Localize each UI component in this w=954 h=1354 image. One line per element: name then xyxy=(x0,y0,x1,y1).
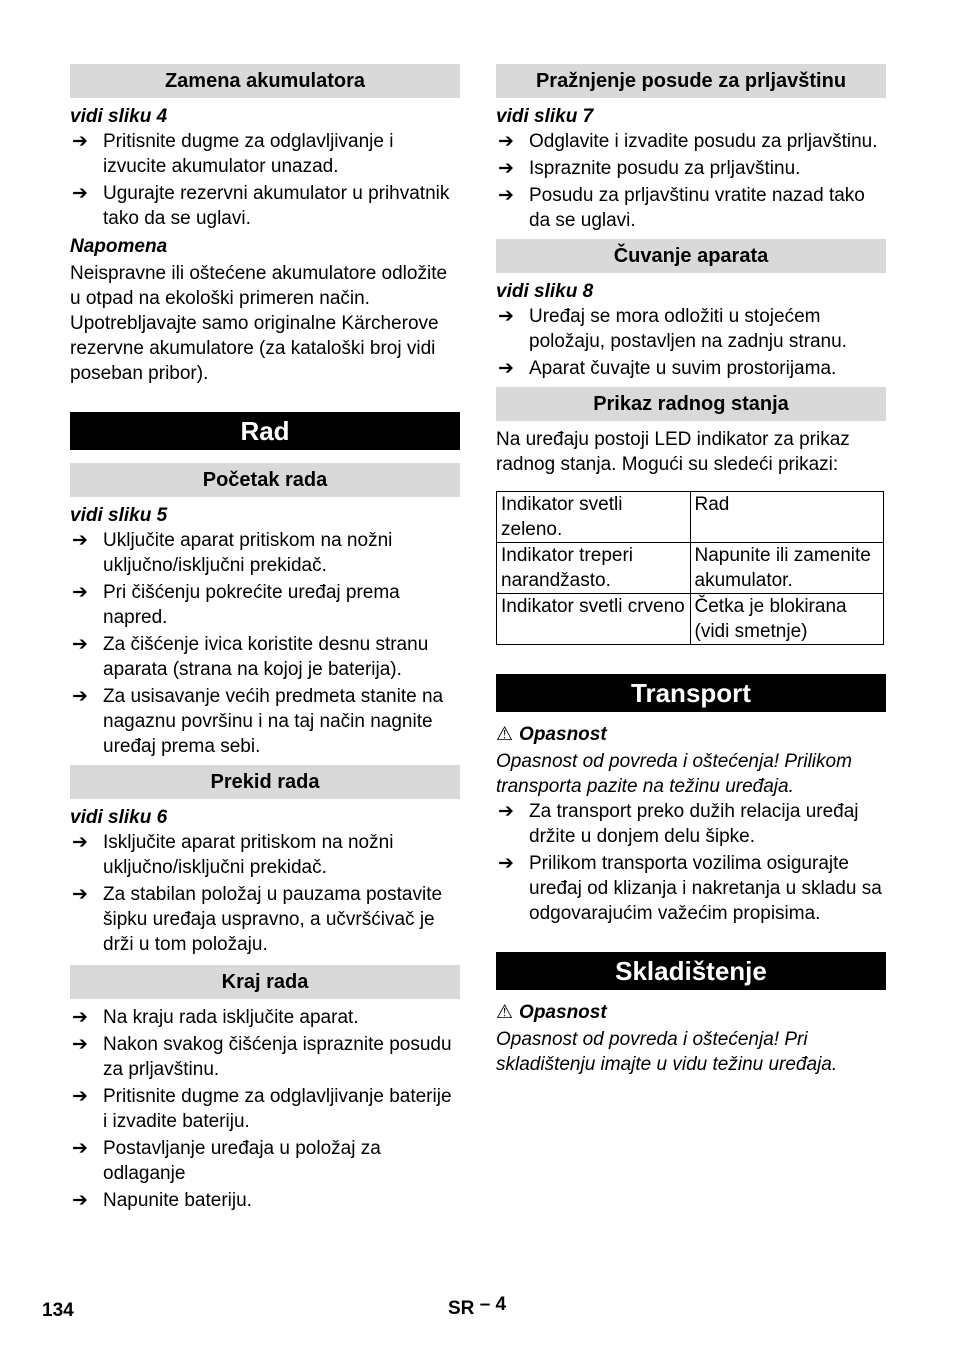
figure-reference: vidi sliku 4 xyxy=(70,106,168,127)
arrow-right-icon: ➔ xyxy=(72,131,88,152)
table-cell: Četka je blokirana (vidi smetnje) xyxy=(690,594,884,645)
table-cell: Indikator treperi narandžasto. xyxy=(497,543,691,594)
list-item xyxy=(70,580,460,630)
section-heading-end-operation: Kraj rada xyxy=(70,965,460,999)
list-item xyxy=(70,528,460,578)
figure-reference: vidi sliku 6 xyxy=(70,807,168,828)
step-text: Pritisnite dugme za odglavljivanje i izvucite akumulator unazad. xyxy=(103,131,394,177)
step-list xyxy=(496,799,886,926)
step-list xyxy=(70,830,460,957)
warning-title xyxy=(496,1000,886,1025)
list-item xyxy=(496,851,886,926)
list-item xyxy=(70,830,460,880)
arrow-right-icon: ➔ xyxy=(72,1007,88,1028)
language-page-number: – 4 xyxy=(479,1294,507,1315)
list-item xyxy=(496,156,886,181)
step-list xyxy=(70,528,460,759)
arrow-right-icon: ➔ xyxy=(72,832,88,853)
warning-triangle-icon: ⚠ xyxy=(496,724,514,745)
note-text: Neispravne ili oštećene akumulatore odložite u otpad na ekološki primeren način. Upotrebljavajte samo originalne Kärcherove rezervne akumulatore (za kataloški broj vidi poseban pribor). xyxy=(70,263,448,384)
step-list xyxy=(496,304,886,381)
step-list xyxy=(70,129,460,231)
arrow-right-icon: ➔ xyxy=(498,853,514,874)
arrow-right-icon: ➔ xyxy=(498,185,514,206)
table-row xyxy=(497,492,884,543)
warning-label: Opasnost xyxy=(519,724,607,745)
step-text: Nakon svakog čišćenja ispraznite posudu za prljavštinu. xyxy=(103,1034,452,1080)
list-item xyxy=(496,183,886,233)
step-text: Pri čišćenju pokrećite uređaj prema napred. xyxy=(103,582,400,628)
arrow-right-icon: ➔ xyxy=(72,1086,88,1107)
step-text: Za usisavanje većih predmeta stanite na nagaznu površinu i na taj način nagnite uređaj prema sebi. xyxy=(103,686,444,757)
table-cell: Indikator svetli zeleno. xyxy=(497,492,691,543)
list-item xyxy=(496,304,886,354)
arrow-right-icon: ➔ xyxy=(72,582,88,603)
step-text: Posudu za prljavštinu vratite nazad tako da se uglavi. xyxy=(529,185,865,231)
section-heading-interrupt-operation: Prekid rada xyxy=(70,765,460,799)
table-row xyxy=(497,543,884,594)
list-item xyxy=(70,1005,460,1030)
step-text: Ispraznite posudu za prljavštinu. xyxy=(529,158,801,179)
list-item xyxy=(70,1084,460,1134)
page-number: 134 xyxy=(42,1300,74,1321)
list-item xyxy=(496,799,886,849)
step-text: Uređaj se mora odložiti u stojećem položaju, postavljen na zadnju stranu. xyxy=(529,306,847,352)
arrow-right-icon: ➔ xyxy=(498,158,514,179)
step-text: Za stabilan položaj u pauzama postavite šipku uređaja uspravno, a učvršćivač je drži u tom položaju. xyxy=(103,884,443,955)
arrow-right-icon: ➔ xyxy=(72,530,88,551)
table-cell: Indikator svetli crveno xyxy=(497,594,691,645)
note-title: Napomena xyxy=(70,236,168,257)
list-item xyxy=(70,1136,460,1186)
step-text: Za čišćenje ivica koristite desnu stranu aparata (strana na kojoj je baterija). xyxy=(103,634,429,680)
arrow-right-icon: ➔ xyxy=(72,1138,88,1159)
warning-triangle-icon: ⚠ xyxy=(496,1002,514,1023)
table-row xyxy=(497,594,884,645)
step-text: Prilikom transporta vozilima osigurajte uređaj od klizanja i nakretanja u skladu sa odgovarajućim važećim propisima. xyxy=(529,853,882,924)
warning-text: Opasnost od povreda i oštećenja! Pri skladištenju imajte u vidu težinu uređaja. xyxy=(496,1029,838,1075)
arrow-right-icon: ➔ xyxy=(72,183,88,204)
section-heading-battery-replacement: Zamena akumulatora xyxy=(70,64,460,98)
section-heading-status-display: Prikaz radnog stanja xyxy=(496,387,886,421)
step-text: Postavljanje uređaja u položaj za odlaganje xyxy=(103,1138,381,1184)
figure-reference: vidi sliku 7 xyxy=(496,106,594,127)
warning-label: Opasnost xyxy=(519,1002,607,1023)
list-item xyxy=(70,882,460,957)
list-item xyxy=(70,1032,460,1082)
list-item xyxy=(70,632,460,682)
step-text: Pritisnite dugme za odglavljivanje baterije i izvadite bateriju. xyxy=(103,1086,452,1132)
table-cell: Rad xyxy=(690,492,884,543)
step-text: Uključite aparat pritiskom na nožni uključno/isključni prekidač. xyxy=(103,530,393,576)
arrow-right-icon: ➔ xyxy=(72,686,88,707)
arrow-right-icon: ➔ xyxy=(72,634,88,655)
status-table xyxy=(496,491,884,645)
step-text: Ugurajte rezervni akumulator u prihvatnik tako da se uglavi. xyxy=(103,183,450,229)
step-text: Aparat čuvajte u suvim prostorijama. xyxy=(529,358,837,379)
arrow-right-icon: ➔ xyxy=(72,1034,88,1055)
list-item xyxy=(70,181,460,231)
step-text: Na kraju rada isključite aparat. xyxy=(103,1007,359,1028)
warning-title xyxy=(496,722,886,747)
left-column xyxy=(70,64,460,1215)
step-list xyxy=(70,1005,460,1213)
figure-reference: vidi sliku 8 xyxy=(496,281,594,302)
arrow-right-icon: ➔ xyxy=(72,884,88,905)
arrow-right-icon: ➔ xyxy=(498,801,514,822)
step-text: Isključite aparat pritiskom na nožni uključno/isključni prekidač. xyxy=(103,832,394,878)
list-item xyxy=(70,1188,460,1213)
section-heading-device-storage: Čuvanje aparata xyxy=(496,239,886,273)
arrow-right-icon: ➔ xyxy=(498,306,514,327)
figure-reference: vidi sliku 5 xyxy=(70,505,168,526)
section-heading-start-operation: Početak rada xyxy=(70,463,460,497)
language-page-marker xyxy=(448,1296,506,1321)
arrow-right-icon: ➔ xyxy=(72,1190,88,1211)
list-item xyxy=(496,356,886,381)
chapter-heading-transport: Transport xyxy=(496,674,886,712)
status-intro-text: Na uređaju postoji LED indikator za prikaz radnog stanja. Mogući su sledeći prikazi: xyxy=(496,429,850,475)
step-list xyxy=(496,129,886,233)
step-text: Za transport preko dužih relacija uređaj držite u donjem delu šipke. xyxy=(529,801,859,847)
warning-text: Opasnost od povreda i oštećenja! Prilikom transporta pazite na težinu uređaja. xyxy=(496,751,852,797)
chapter-heading-storage: Skladištenje xyxy=(496,952,886,990)
language-code: SR xyxy=(448,1298,475,1319)
list-item xyxy=(70,684,460,759)
chapter-heading-operation: Rad xyxy=(70,412,460,450)
list-item xyxy=(496,129,886,154)
list-item xyxy=(70,129,460,179)
section-heading-empty-dirt-container: Pražnjenje posude za prljavštinu xyxy=(496,64,886,98)
step-text: Odglavite i izvadite posudu za prljavštinu. xyxy=(529,131,878,152)
arrow-right-icon: ➔ xyxy=(498,358,514,379)
step-text: Napunite bateriju. xyxy=(103,1190,252,1211)
arrow-right-icon: ➔ xyxy=(498,131,514,152)
table-cell: Napunite ili zamenite akumulator. xyxy=(690,543,884,594)
right-column xyxy=(496,64,886,1077)
